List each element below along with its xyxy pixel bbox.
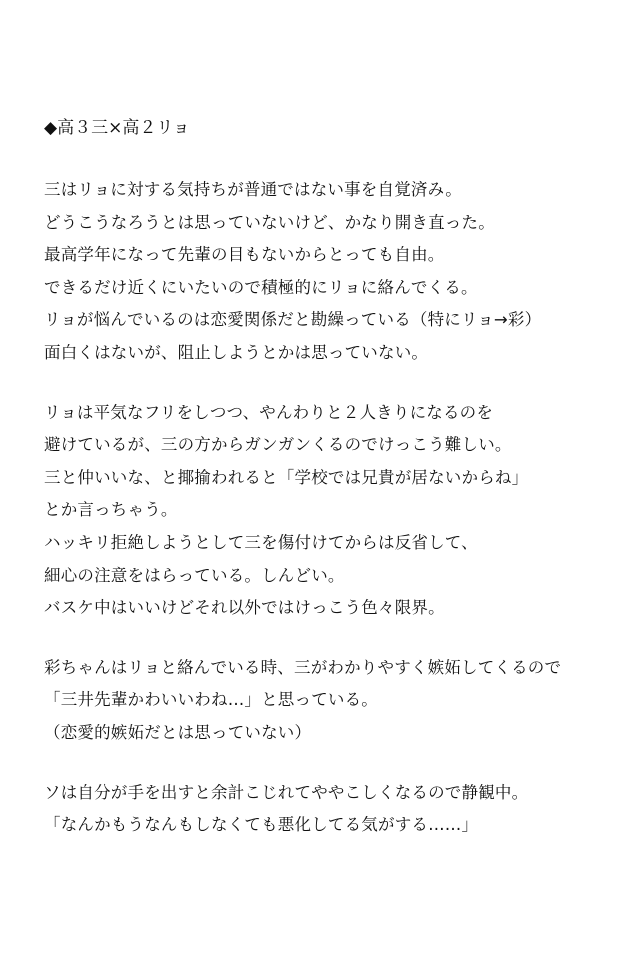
text-line: ソは自分が手を出すと余計こじれてややこしくなるので静観中。: [44, 782, 529, 802]
text-line: バスケ中はいいけどそれ以外ではけっこう色々限界。: [44, 598, 445, 618]
text-line: リョが悩んでいるのは恋愛関係だと勘繰っている（特にリョ→彩）: [44, 310, 542, 330]
text-line: 避けているが、三の方からガンガンくるのでけっこう難しい。: [44, 435, 512, 455]
text-line: ハッキリ拒絶しようとして三を傷付けてからは反省して、: [44, 532, 478, 552]
heading: ◆高３三×高２リョ: [44, 118, 190, 138]
text-line: 最高学年になって先輩の目もないからとっても自由。: [44, 245, 445, 265]
text-line: 細心の注意をはらっている。しんどい。: [44, 565, 345, 585]
paragraph-4: [44, 777, 634, 842]
paragraph-2: [44, 397, 634, 625]
text-line: リョは平気なフリをしつつ、やんわりと２人きりになるのを: [44, 402, 494, 422]
text-line: 彩ちゃんはリョと絡んでいる時、三がわかりやすく嫉妬してくるので: [44, 657, 562, 677]
document-body: [44, 116, 634, 869]
text-line: 面白くはないが、阻止しようとかは思っていない。: [44, 342, 429, 362]
paragraph-3: [44, 652, 634, 750]
text-line: 三と仲いいな、と揶揄われると「学校では兄貴が居ないからね」: [44, 467, 529, 487]
text-line: 「三井先輩かわいいわね…」と思っている。: [44, 690, 378, 710]
text-line: 「なんかもうなんもしなくても悪化してる気がする……」: [44, 815, 479, 835]
text-line: 三はリョに対する気持ちが普通ではない事を自覚済み。: [44, 180, 462, 199]
text-line: とか言っちゃう。: [44, 500, 178, 520]
text-line: できるだけ近くにいたいので積極的にリョに絡んでくる。: [44, 277, 478, 297]
text-line: （恋愛的嫉妬だとは思っていない）: [44, 722, 312, 742]
paragraph-1: [44, 174, 634, 370]
text-line: どうこうなろうとは思っていないけど、かなり開き直った。: [44, 212, 495, 232]
